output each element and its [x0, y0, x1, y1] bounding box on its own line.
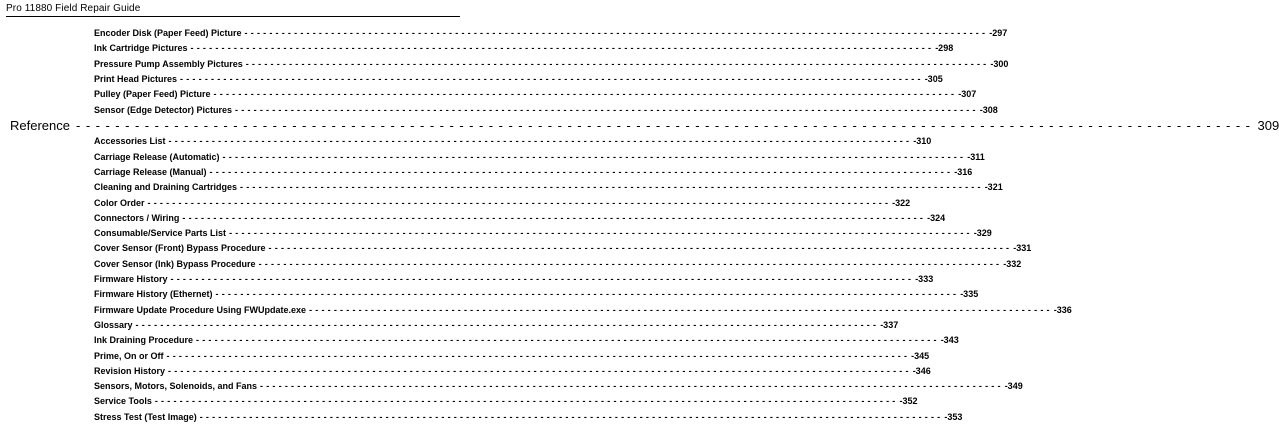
toc-entry-row[interactable] — [94, 212, 946, 226]
toc-entry-row[interactable] — [94, 258, 1022, 272]
header-divider — [6, 16, 460, 17]
toc-entry-page-number: -333 — [915, 274, 934, 284]
toc-entry-row[interactable] — [94, 396, 918, 409]
toc-entry-row[interactable] — [94, 304, 1072, 318]
toc-entry-page-number: -332 — [1003, 258, 1022, 269]
toc-dot-leader: ------------------------------------------------------------------------------------------------------------------------ — [196, 335, 940, 346]
toc-dot-leader: ------------------------------------------------------------------------------------------------------------------------ — [240, 182, 984, 193]
toc-dot-leader: ------------------------------------------------------------------------------------------------------------------------ — [235, 104, 979, 115]
toc-entry-title: Cleaning and Draining Cartridges — [94, 182, 238, 193]
toc-dot-leader: ------------------------------------------------------------------------------------------------------------------------ — [213, 89, 958, 100]
toc-entry-title: Stress Test (Test Image) — [94, 411, 197, 422]
toc-entry-title: Cover Sensor (Front) Bypass Procedure — [94, 243, 266, 254]
toc-entry-page-number: -346 — [912, 365, 931, 376]
toc-entry-row[interactable] — [94, 411, 963, 425]
toc-dot-leader: ------------------------------------------------------------------------------------------------------------------------ — [260, 381, 1004, 392]
toc-dot-leader: ------------------------------------------------------------------------------------------------------------------------ — [170, 274, 915, 284]
toc-entry-page-number: -345 — [911, 350, 930, 361]
toc-entry-title: Revision History — [94, 365, 166, 376]
toc-entry-title: Sensors, Motors, Solenoids, and Fans — [94, 381, 258, 392]
toc-entry-row[interactable] — [94, 151, 985, 165]
toc-entry-title: Pulley (Paper Feed) Picture — [94, 89, 211, 100]
toc-entry-title: Firmware History — [94, 274, 168, 284]
toc-entry-row[interactable] — [94, 73, 943, 87]
toc-entry-page-number: -353 — [944, 411, 963, 422]
toc-entry-page-number: -329 — [973, 228, 992, 239]
toc-dot-leader: ------------------------------------------------------------------------------------------------------------------------ — [168, 136, 913, 147]
toc-entry-row[interactable] — [94, 136, 932, 149]
toc-entry-row[interactable] — [94, 274, 934, 287]
toc-entry-row[interactable] — [94, 58, 1009, 72]
toc-dot-leader: ------------------------------------------------------------------------------------------------------------------------ — [168, 365, 912, 376]
toc-entry-page-number: -322 — [892, 197, 911, 208]
toc-entry-row[interactable] — [94, 289, 979, 302]
toc-section-title: Reference — [10, 117, 70, 133]
toc-entry-title: Cover Sensor (Ink) Bypass Procedure — [94, 258, 256, 269]
toc-entry-page-number: -307 — [958, 89, 977, 100]
toc-entry-page-number: -336 — [1053, 304, 1072, 315]
toc-dot-leader: ------------------------------------------------------------------------------------------------------------------------ — [244, 28, 989, 38]
toc-entry-row[interactable] — [94, 319, 899, 333]
toc-entry-title: Print Head Pictures — [94, 73, 178, 84]
toc-dot-leader: ------------------------------------------------------------------------------------------------------------------------ — [190, 43, 935, 54]
toc-entry-title: Ink Draining Procedure — [94, 335, 194, 346]
page-header-title: Pro 11880 Field Repair Guide — [6, 3, 141, 14]
toc-entry-page-number: -300 — [990, 58, 1009, 69]
toc-entry-row[interactable] — [94, 89, 977, 102]
toc-entry-page-number: -335 — [960, 289, 979, 300]
toc-dot-leader: ------------------------------------------------------------------------------------------------------------------------ — [229, 228, 973, 239]
toc-entry-page-number: -324 — [927, 212, 946, 223]
toc-entry-row[interactable] — [94, 381, 1023, 394]
toc-entry-title: Carriage Release (Manual) — [94, 166, 207, 177]
toc-dot-leader: ------------------------------------------------------------------------------------------------------------------------ — [75, 117, 1256, 133]
toc-entry-page-number: -308 — [979, 104, 998, 115]
toc-entry-row[interactable] — [94, 197, 911, 211]
toc-entry-title: Accessories List — [94, 136, 166, 147]
toc-dot-leader: ------------------------------------------------------------------------------------------------------------------------ — [309, 304, 1053, 315]
toc-dot-leader: ------------------------------------------------------------------------------------------------------------------------ — [222, 151, 967, 162]
toc-dot-leader: ------------------------------------------------------------------------------------------------------------------------ — [180, 73, 924, 84]
toc-section-page-number: 309 — [1257, 117, 1279, 133]
toc-entry-title: Prime, On or Off — [94, 350, 164, 361]
toc-entry-page-number: -310 — [913, 136, 932, 147]
toc-dot-leader: ------------------------------------------------------------------------------------------------------------------------ — [166, 350, 911, 361]
toc-dot-leader: ------------------------------------------------------------------------------------------------------------------------ — [147, 197, 892, 208]
toc-dot-leader: ------------------------------------------------------------------------------------------------------------------------ — [182, 212, 927, 223]
toc-entry-page-number: -343 — [940, 335, 959, 346]
toc-entry-row[interactable] — [94, 228, 992, 241]
toc-entry-title: Pressure Pump Assembly Pictures — [94, 58, 243, 69]
toc-entry-row[interactable] — [94, 350, 930, 364]
toc-entry-title: Color Order — [94, 197, 145, 208]
toc-entry-page-number: -298 — [935, 43, 954, 54]
toc-entry-title: Encoder Disk (Paper Feed) Picture — [94, 28, 242, 38]
toc-dot-leader: ------------------------------------------------------------------------------------------------------------------------ — [209, 166, 954, 177]
toc-dot-leader: ------------------------------------------------------------------------------------------------------------------------ — [199, 411, 944, 422]
toc-dot-leader: ------------------------------------------------------------------------------------------------------------------------ — [215, 289, 960, 300]
toc-entry-page-number: -331 — [1013, 243, 1032, 254]
toc-entry-title: Glossary — [94, 319, 133, 330]
toc-entry-title: Carriage Release (Automatic) — [94, 151, 220, 162]
toc-dot-leader: ------------------------------------------------------------------------------------------------------------------------ — [258, 258, 1003, 269]
toc-entry-row[interactable] — [94, 28, 1008, 41]
toc-entry-page-number: -311 — [967, 151, 985, 162]
toc-entry-row[interactable] — [94, 166, 973, 180]
toc-entry-title: Firmware Update Procedure Using FWUpdate.exe — [94, 304, 307, 315]
toc-entry-row[interactable] — [94, 43, 954, 56]
toc-entry-row[interactable] — [94, 243, 1032, 256]
toc-dot-leader: ------------------------------------------------------------------------------------------------------------------------ — [154, 396, 899, 407]
toc-entry-title: Firmware History (Ethernet) — [94, 289, 213, 300]
toc-entry-page-number: -316 — [954, 166, 973, 177]
toc-entry-row[interactable] — [94, 104, 998, 118]
toc-dot-leader: ------------------------------------------------------------------------------------------------------------------------ — [135, 319, 880, 330]
toc-entry-title: Connectors / Wiring — [94, 212, 180, 223]
toc-dot-leader: ------------------------------------------------------------------------------------------------------------------------ — [245, 58, 990, 69]
toc-entry-page-number: -349 — [1004, 381, 1023, 392]
toc-entry-title: Ink Cartridge Pictures — [94, 43, 188, 54]
toc-entry-page-number: -352 — [899, 396, 918, 407]
toc-entry-title: Consumable/Service Parts List — [94, 228, 227, 239]
toc-section-row[interactable] — [10, 117, 1279, 134]
toc-dot-leader: ------------------------------------------------------------------------------------------------------------------------ — [268, 243, 1013, 254]
toc-entry-page-number: -305 — [924, 73, 943, 84]
toc-entry-page-number: -337 — [880, 319, 899, 330]
toc-entry-row[interactable] — [94, 182, 1003, 195]
toc-entry-page-number: -321 — [984, 182, 1003, 193]
toc-entry-title: Sensor (Edge Detector) Pictures — [94, 104, 233, 115]
toc-entry-row[interactable] — [94, 365, 931, 379]
toc-entry-page-number: -297 — [989, 28, 1008, 38]
toc-entry-row[interactable] — [94, 335, 959, 348]
toc-entry-title: Service Tools — [94, 396, 152, 407]
